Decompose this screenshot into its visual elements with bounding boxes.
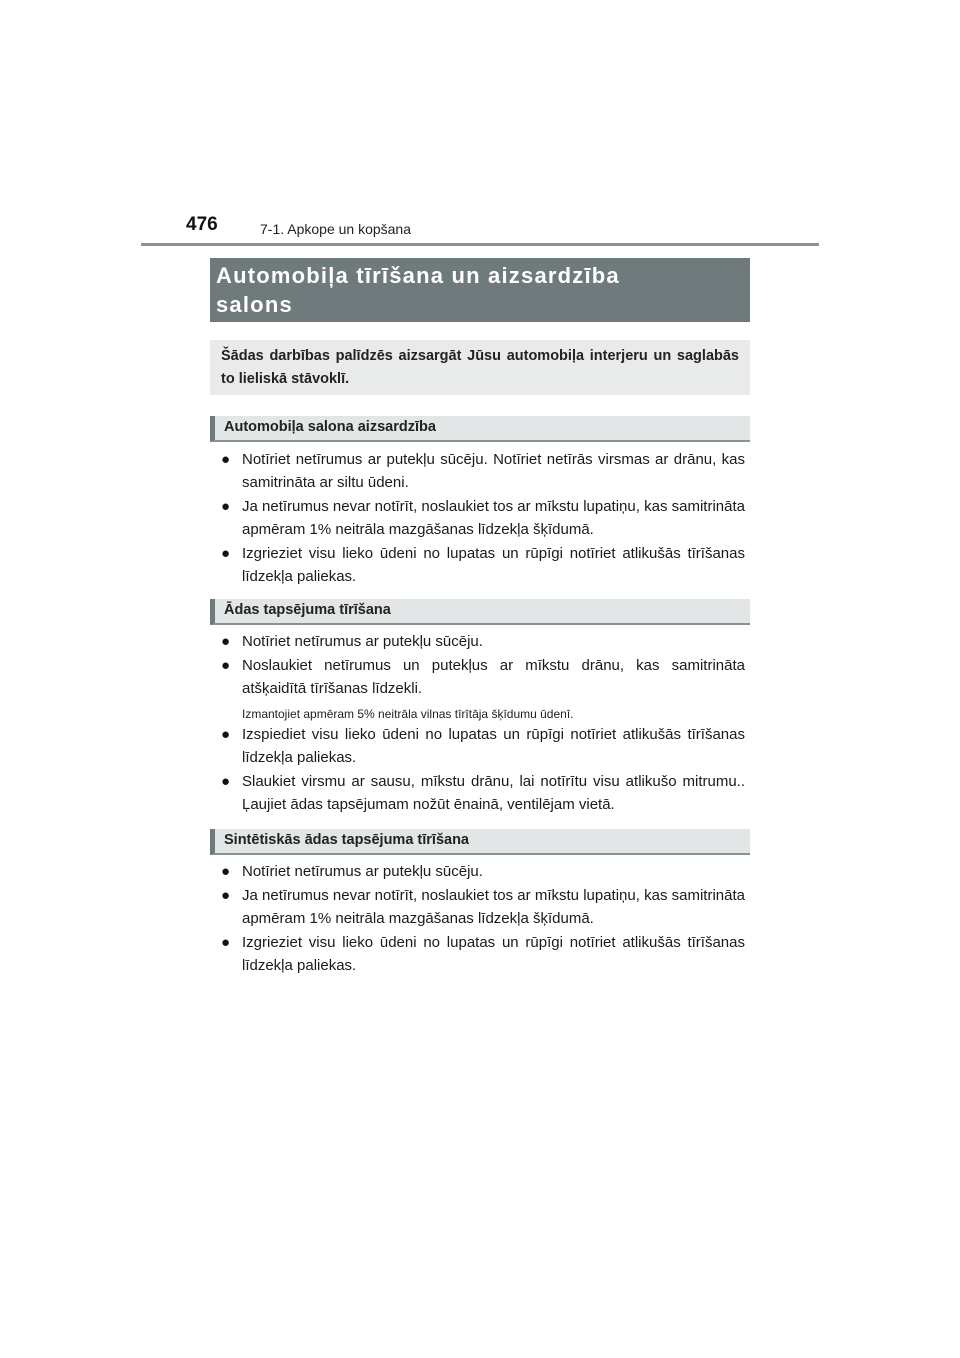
salon-protection-list (221, 448, 745, 588)
header-divider (141, 243, 819, 246)
bullet-icon: ● (221, 498, 231, 515)
list-item (221, 931, 745, 977)
page-title-line-2: salons (216, 292, 293, 317)
list-item-text: Izgrieziet visu lieko ūdeni no lupatas un rūpīgi notīriet atlikušās tīrīšanas līdzekļa paliekas. (242, 934, 745, 974)
list-item (221, 770, 745, 816)
section-heading-synthetic-leather-cleaning: Sintētiskās ādas tapsējuma tīrīšana (210, 829, 750, 855)
list-item (221, 654, 745, 700)
bullet-icon: ● (221, 863, 231, 880)
leather-cleaning-list-b (221, 723, 745, 816)
list-item-text: Izspiediet visu lieko ūdeni no lupatas un rūpīgi notīriet atlikušās tīrīšanas līdzekļa paliekas. (242, 726, 745, 766)
page-title-line-1: Automobiļa tīrīšana un aizsardzība (216, 263, 620, 288)
bullet-icon: ● (221, 726, 231, 743)
bullet-icon: ● (221, 887, 231, 904)
list-item (221, 860, 745, 883)
list-item (221, 723, 745, 769)
list-item-text: Ja netīrumus nevar notīrīt, noslaukiet tos ar mīkstu lupatiņu, kas samitrināta apmēram 1% neitrāla mazgāšanas līdzekļa šķīdumā. (242, 498, 745, 538)
list-item-text: Noslaukiet netīrumus un putekļus ar mīkstu drānu, kas samitrināta atšķaidītā tīrīšanas līdzekli. (242, 657, 745, 697)
list-item (221, 542, 745, 588)
bullet-icon: ● (221, 773, 231, 790)
leather-cleaning-note: Izmantojiet apmēram 5% neitrāla vilnas tīrītāja šķīdumu ūdenī. (242, 707, 574, 721)
page-title (210, 258, 750, 322)
list-item-text: Notīriet netīrumus ar putekļu sūcēju. (242, 633, 483, 650)
intro-box: Šādas darbības palīdzēs aizsargāt Jūsu automobiļa interjeru un saglabās to lieliskā stāvoklī. (210, 340, 750, 395)
page-number: 476 (186, 214, 218, 235)
list-item-text: Notīriet netīrumus ar putekļu sūcēju. Notīriet netīrās virsmas ar drānu, kas samitrināta ar siltu ūdeni. (242, 451, 745, 491)
bullet-icon: ● (221, 934, 231, 951)
bullet-icon: ● (221, 545, 231, 562)
list-item-text: Izgrieziet visu lieko ūdeni no lupatas un rūpīgi notīriet atlikušās tīrīšanas līdzekļa paliekas. (242, 545, 745, 585)
bullet-icon: ● (221, 451, 231, 468)
list-item (221, 495, 745, 541)
list-item-text: Notīriet netīrumus ar putekļu sūcēju. (242, 863, 483, 880)
section-path: 7-1. Apkope un kopšana (260, 221, 412, 237)
list-item (221, 630, 745, 653)
section-heading-leather-cleaning: Ādas tapsējuma tīrīšana (210, 599, 750, 625)
bullet-icon: ● (221, 657, 231, 674)
list-item-text: Slaukiet virsmu ar sausu, mīkstu drānu, lai notīrītu visu atlikušo mitrumu.. Ļaujiet ādas tapsējumam nožūt ēnainā, ventilējam vietā. (242, 773, 745, 813)
synthetic-leather-list (221, 860, 745, 977)
section-heading-salon-protection: Automobiļa salona aizsardzība (210, 416, 750, 442)
list-item-text: Ja netīrumus nevar notīrīt, noslaukiet tos ar mīkstu lupatiņu, kas samitrināta apmēram 1% neitrāla mazgāšanas līdzekļa šķīdumā. (242, 887, 745, 927)
list-item (221, 884, 745, 930)
list-item (221, 448, 745, 494)
leather-cleaning-list-a (221, 630, 745, 700)
bullet-icon: ● (221, 633, 231, 650)
